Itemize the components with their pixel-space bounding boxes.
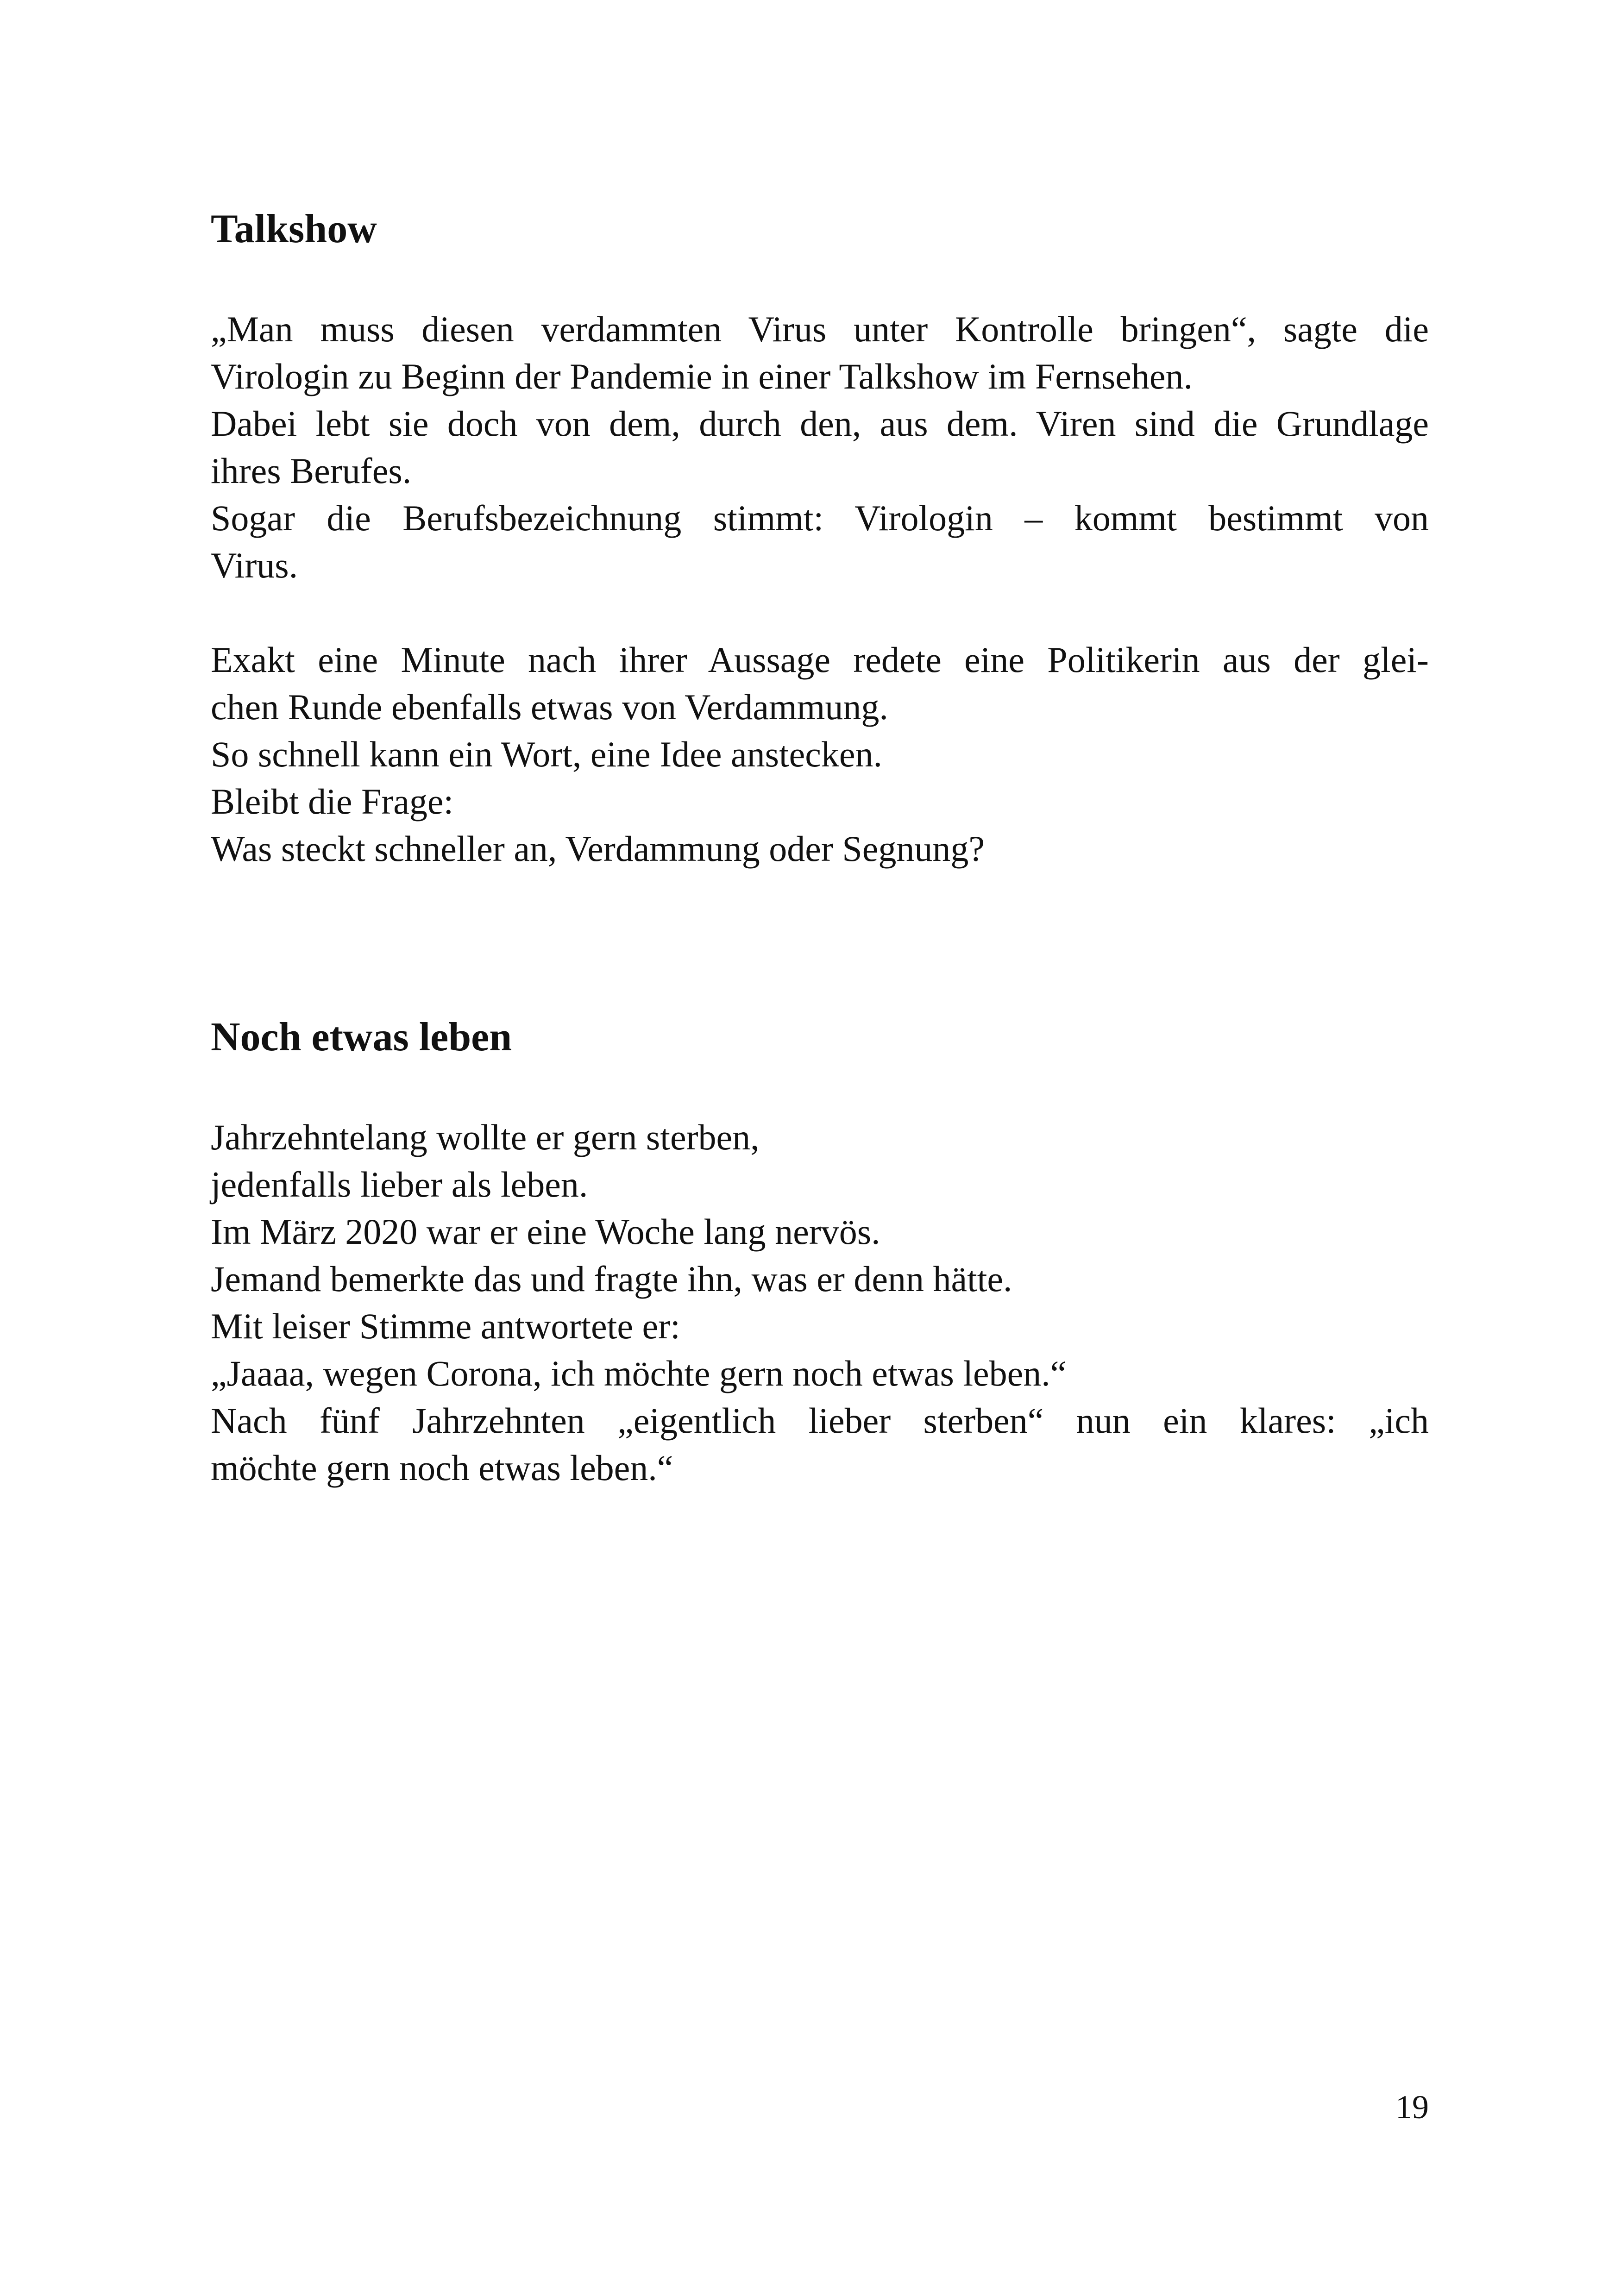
text-line: Im März 2020 war er eine Woche lang nervös. <box>211 1211 880 1252</box>
text-line: Jahrzehntelang wollte er gern sterben, <box>211 1117 760 1157</box>
paragraph <box>211 306 1429 589</box>
section-talkshow <box>211 201 1429 872</box>
paragraph <box>211 636 1429 872</box>
section-heading: Talkshow <box>211 207 377 251</box>
text-line: Was steckt schneller an, Verdammung oder Segnung? <box>211 828 985 869</box>
text-line: jedenfalls lieber als leben. <box>211 1164 588 1204</box>
text-line: „Man muss diesen verdammten Virus unter Kontrolle bringen“, sagte die <box>211 309 1429 349</box>
paragraph <box>211 1114 1429 1492</box>
text-line: Mit leiser Stimme antwortete er: <box>211 1306 680 1346</box>
text-line: Exakt eine Minute nach ihrer Aussage redete eine Politikerin aus der glei- <box>211 640 1429 680</box>
text-line: Nach fünf Jahrzehnten „eigentlich lieber sterben“ nun ein klares: „ich <box>211 1400 1429 1441</box>
text-line: Bleibt die Frage: <box>211 781 454 822</box>
text-line: „Jaaaa, wegen Corona, ich möchte gern noch etwas leben.“ <box>211 1353 1067 1393</box>
text-line: Jemand bemerkte das und fragte ihn, was er denn hätte. <box>211 1259 1012 1299</box>
text-line: So schnell kann ein Wort, eine Idee anstecken. <box>211 734 882 774</box>
section-heading: Noch etwas leben <box>211 1015 512 1060</box>
text-line: möchte gern noch etwas leben.“ <box>211 1448 673 1488</box>
text-line: Virus. <box>211 545 298 585</box>
section-noch-etwas-leben <box>211 1010 1429 1492</box>
text-line: chen Runde ebenfalls etwas von Verdammung. <box>211 687 888 727</box>
text-line: Dabei lebt sie doch von dem, durch den, aus dem. Viren sind die Grundlage <box>211 403 1429 444</box>
text-line: Virologin zu Beginn der Pandemie in einer Talkshow im Fernsehen. <box>211 356 1193 396</box>
text-line: Sogar die Berufsbezeichnung stimmt: Virologin – kommt bestimmt von <box>211 498 1429 538</box>
text-line: ihres Berufes. <box>211 451 412 491</box>
page-number: 19 <box>1395 2089 1429 2126</box>
